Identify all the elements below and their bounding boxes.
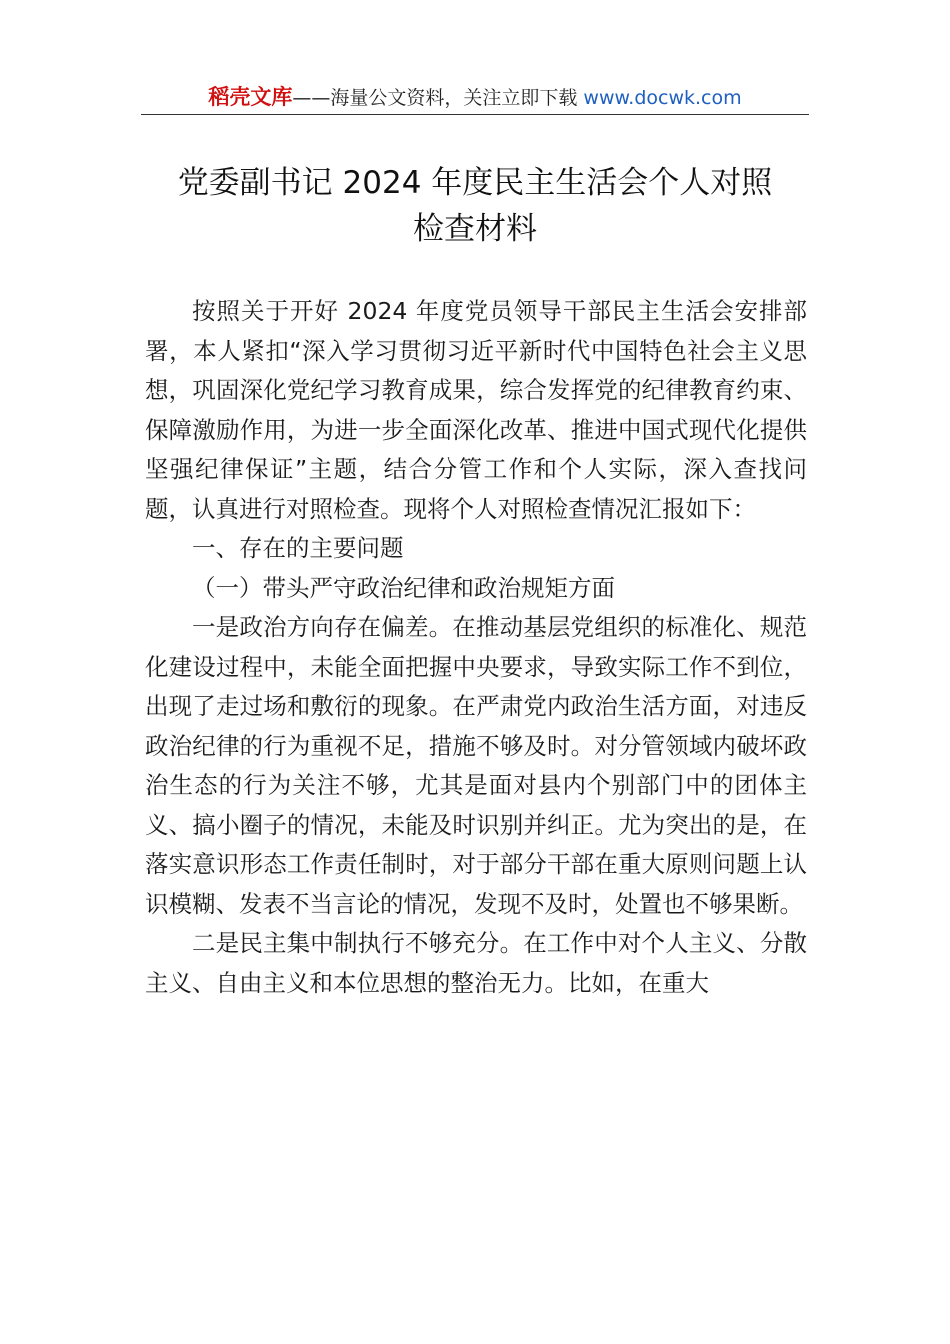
body-paragraph-2: 二是民主集中制执行不够充分。在工作中对个人主义、分散主义、自由主义和本位思想的整治无力。比如，在重大	[145, 929, 807, 997]
brand-logo-text: 稻壳文库	[208, 85, 293, 109]
header-slogan: ——海量公文资料，关注立即下载	[292, 87, 584, 109]
intro-paragraph: 按照关于开好 2024 年度党员领导干部民主生活会安排部署，本人紧扣“深入学习贯彻习近平新时代中国特色社会主义思想，巩固深化党纪学习教育成果，综合发挥党的纪律教育约束、保障激励作用，为进一步全面深化改革、推进中国式现代化提供坚强纪律保证”主题，结合分管工作和个人实际，深入查找问题，认真进行对照检查。现将个人对照检查情况汇报如下：	[145, 297, 807, 523]
site-header	[0, 82, 950, 113]
section-heading-1: 一、存在的主要问题	[192, 534, 404, 562]
site-link[interactable]: www.docwk.com	[583, 87, 742, 109]
header-divider	[141, 114, 809, 115]
document-title	[120, 160, 830, 252]
subsection-heading-1: （一）带头严守政治纪律和政治规矩方面	[192, 573, 615, 602]
document-body	[145, 292, 807, 1003]
title-line-1: 党委副书记 2024 年度民主生活会个人对照	[177, 165, 773, 201]
body-paragraph-1: 一是政治方向存在偏差。在推动基层党组织的标准化、规范化建设过程中，未能全面把握中央要求，导致实际工作不到位， 出现了走过场和敷衍的现象。在严肃党内政治生活方面，对违反政治纪律的行为重视不足，措施不够及时。对分管领域内破坏政治生态的行为关注不够，尤其是面对县内个别部门中的团体主义、搞小圈子的情况，未能及时识别并纠正。尤为突出的是，在落实意识形态工作责任制时，对于部分干部在重大原则问题上认识模糊、发表不当言论的情况，发现不及时，处置也不够果断。	[145, 613, 807, 918]
title-line-2: 检查材料	[413, 211, 537, 247]
